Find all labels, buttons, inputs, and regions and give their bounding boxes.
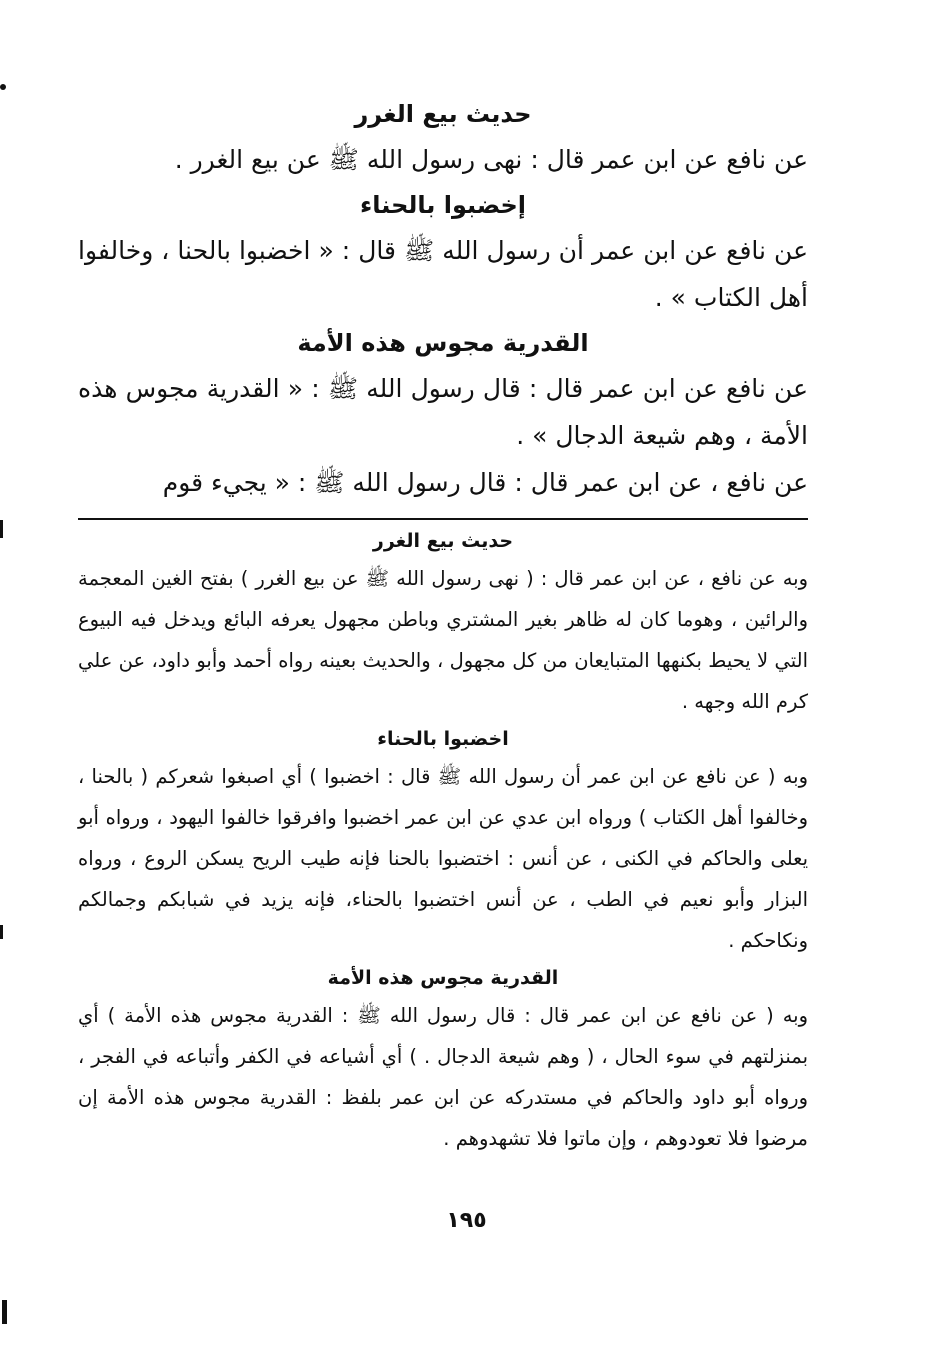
main-heading-henna: إخضبوا بالحناء xyxy=(359,191,526,219)
page-number: ١٩٥ xyxy=(446,1208,487,1233)
main-paragraph-gharar: عن نافع عن ابن عمر قال : نهى رسول الله ﷺ عن بيع الغرر . xyxy=(174,145,808,174)
main-paragraph-continued: عن نافع ، عن ابن عمر قال : قال رسول الله ﷺ : « يجيء قوم xyxy=(162,468,808,497)
scan-edge-mark-lower xyxy=(0,925,3,939)
main-paragraph-henna: عن نافع عن ابن عمر أن رسول الله ﷺ قال : « اخضبوا بالحنا ، وخالفوا أهل الكتاب » . xyxy=(78,236,808,312)
commentary-heading-qadariyya: القدرية مجوس هذه الأمة xyxy=(327,967,559,989)
main-paragraph-qadariyya: عن نافع عن ابن عمر قال : قال رسول الله ﷺ : « القدرية مجوس هذه الأمة ، وهم شيعة الدجال » . xyxy=(78,374,808,450)
main-text-block xyxy=(78,92,808,506)
scan-edge-mark-middle xyxy=(0,520,3,538)
main-heading-gharar: حديث بيع الغرر xyxy=(354,100,532,128)
commentary-divider xyxy=(78,518,808,520)
main-heading-qadariyya: القدرية مجوس هذه الأمة xyxy=(297,329,589,357)
scan-edge-mark-bottom xyxy=(2,1300,7,1324)
commentary-block xyxy=(78,524,808,1159)
commentary-paragraph-henna: وبه ( عن نافع عن ابن عمر أن رسول الله ﷺ قال : اخضبوا ) أي اصبغوا شعركم ( بالحنا ، وخالفوا أهل الكتاب ) ورواه ابن عدي عن ابن عمر اخضبوا وافرقوا خالفوا اليهود ، ورواه أبو يعلى والحاكم في الكنى ، عن أنس : اختضبوا بالحنا فإنه طيب الريح يسكن الروع ، ورواه البزار وأبو نعيم في الطب ، عن أنس اختضبوا بالحناء، فإنه يزيد في شبابكم وجمالكم ونكاحكم . xyxy=(78,765,808,952)
commentary-heading-gharar: حديث بيع الغرر xyxy=(372,530,514,552)
commentary-heading-henna: اخضبوا بالحناء xyxy=(377,728,509,750)
book-page xyxy=(78,92,808,1159)
commentary-paragraph-qadariyya: وبه ( عن نافع عن ابن عمر قال : قال رسول الله ﷺ : القدرية مجوس هذه الأمة ) أي بمنزلتهم في سوء الحال ، ( وهم شيعة الدجال . ) أي أشياعه في الكفر وأتباعه في الفجر ، ورواه أبو داود والحاكم في مستدركه عن ابن عمر بلفظ : القدرية مجوس هذه الأمة إن مرضوا فلا تعودوهم ، وإن ماتوا فلا تشهدوهم . xyxy=(78,1004,808,1150)
commentary-paragraph-gharar: وبه عن نافع ، عن ابن عمر قال : ( نهى رسول الله ﷺ عن بيع الغرر ) بفتح الغين المعجمة والرائين ، وهوما كان له ظاهر بغير المشتري وباطن مجهول يعرفه البائع ويدخل فيه البيوع التي لا يحيط بكنهها المتبايعان من كل مجهول ، والحديث بعينه رواه أحمد وأبو داود، عن علي كرم الله وجهه . xyxy=(78,567,808,713)
scan-edge-mark-top xyxy=(0,84,6,90)
